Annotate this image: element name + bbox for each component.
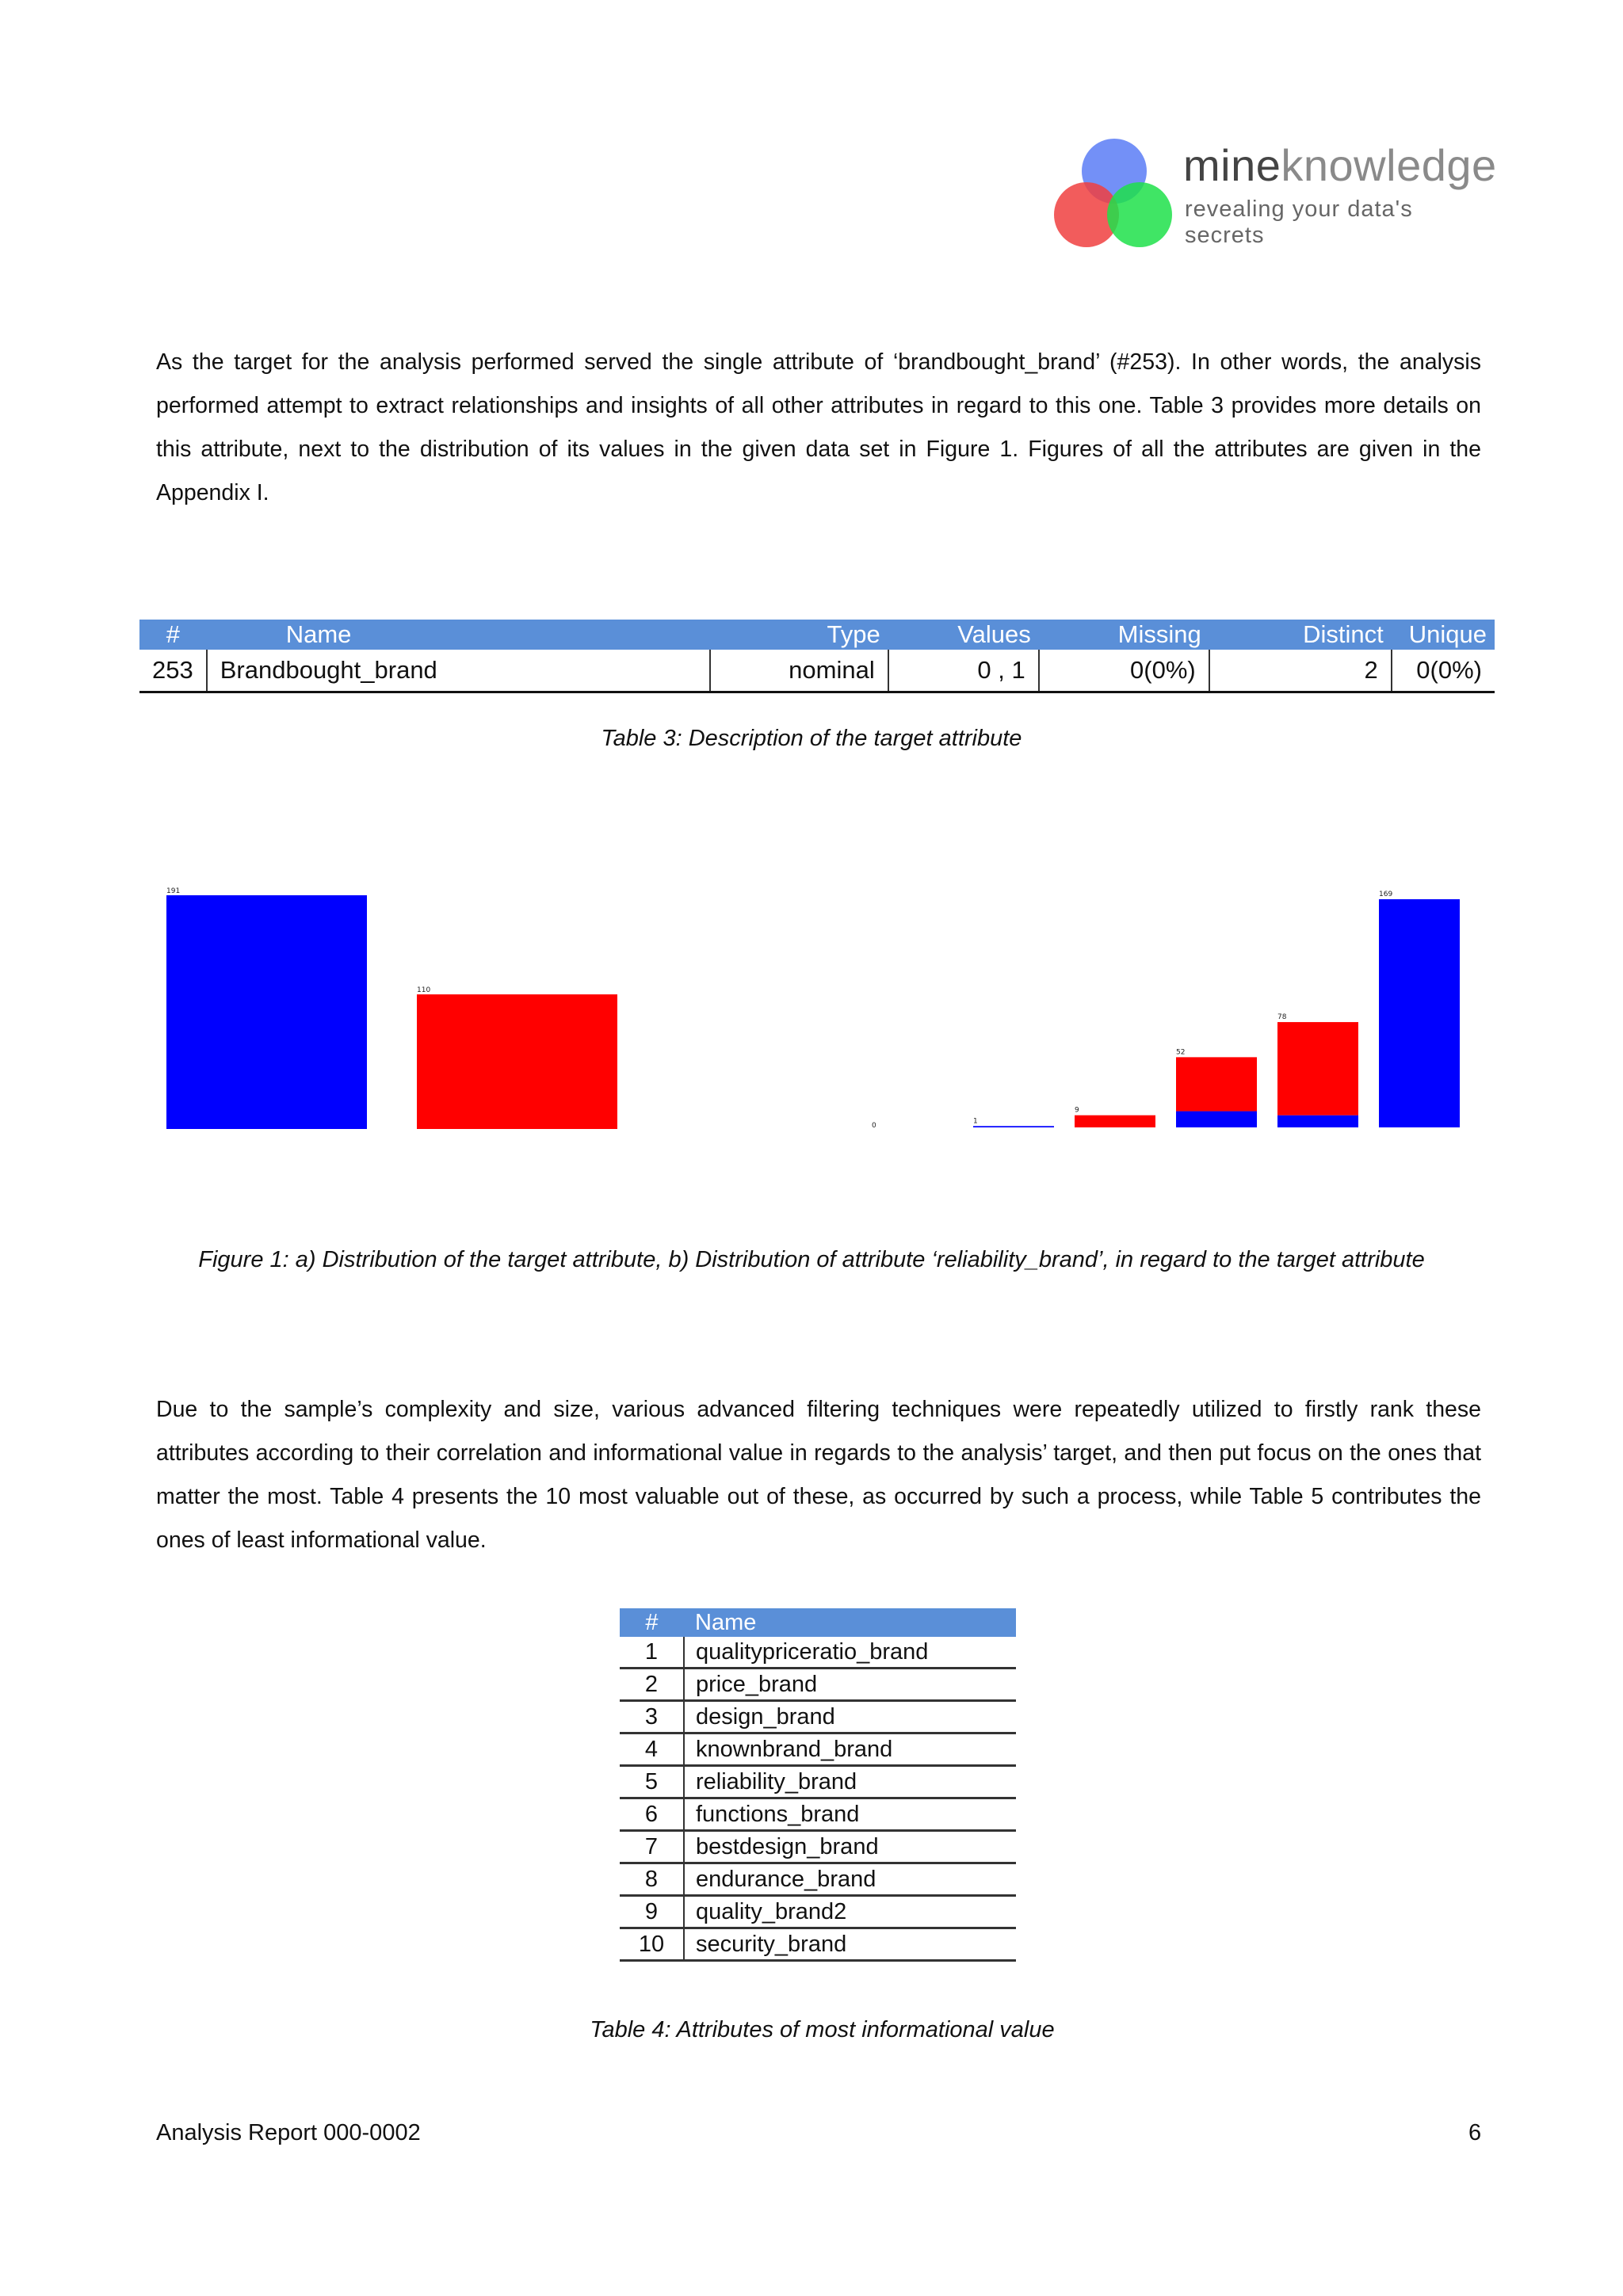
cell-rank: 4	[620, 1733, 684, 1766]
table-row	[620, 1733, 1016, 1766]
top-attributes-table	[620, 1608, 1016, 1962]
cell-attribute-name: bestdesign_brand	[684, 1831, 1016, 1863]
bar-segment-2-0	[973, 1126, 1054, 1127]
cell-attribute-name: design_brand	[684, 1701, 1016, 1733]
bar-label-1: 0	[872, 1122, 876, 1130]
cell-values: 0 , 1	[888, 650, 1039, 692]
bar-label-6: 169	[1379, 891, 1393, 898]
col-header-name: Name	[684, 1608, 1016, 1637]
logo-green-circle	[1107, 182, 1172, 247]
cell-attribute-name: qualitypriceratio_brand	[684, 1637, 1016, 1669]
bar-segment-5-1	[1277, 1022, 1358, 1116]
cell-unique: 0(0%)	[1392, 650, 1495, 692]
cell-rank: 3	[620, 1701, 684, 1733]
cell-rank: 8	[620, 1863, 684, 1896]
col-header-unique: Unique	[1392, 620, 1495, 650]
table-row	[139, 650, 1495, 692]
cell-missing: 0(0%)	[1039, 650, 1209, 692]
table-row	[620, 1701, 1016, 1733]
table-row	[620, 1896, 1016, 1928]
company-logo	[1050, 135, 1497, 254]
table-row	[620, 1637, 1016, 1669]
col-header-name: Name	[207, 620, 710, 650]
cell-rank: 5	[620, 1766, 684, 1798]
target-distribution-chart	[155, 883, 630, 1137]
cell-attribute-name: security_brand	[684, 1928, 1016, 1961]
col-header-type: Type	[710, 620, 888, 650]
bar-segment-3-1	[1075, 1116, 1155, 1127]
ranking-paragraph: Due to the sample’s complexity and size, various advanced filtering techniques were repeatedly utilized to firstly rank these attributes according to their correlation and informational value in regards to the analysis’ target, and then put focus on the ones that matter the most. Table 4 presents the 10 most valuable out of these, as occurred by such a process, while Table 5 contributes the ones of least informational value.	[156, 1397, 1481, 1553]
bar-label-0: 191	[166, 887, 181, 895]
bar-segment-4-1	[1176, 1057, 1257, 1111]
bar-label-3: 9	[1075, 1106, 1079, 1115]
table4-caption: Table 4: Attributes of most informational value	[590, 2017, 1055, 2042]
col-header-missing: Missing	[1039, 620, 1209, 650]
cell-rank: 7	[620, 1831, 684, 1863]
cell-distinct: 2	[1209, 650, 1392, 692]
cell-rank: 1	[620, 1637, 684, 1669]
cell-attribute-name: functions_brand	[684, 1798, 1016, 1831]
cell-attribute-name: price_brand	[684, 1669, 1016, 1701]
bar-segment-4-0	[1176, 1112, 1257, 1127]
bar-segment-5-0	[1277, 1116, 1358, 1127]
bar-label-1: 110	[417, 986, 431, 995]
footer-report-id: Analysis Report 000-0002	[156, 2120, 421, 2145]
bar-label-5: 78	[1277, 1013, 1287, 1022]
cell-attribute-name: quality_brand2	[684, 1896, 1016, 1928]
table-header-row	[139, 620, 1495, 650]
figure1-caption: Figure 1: a) Distribution of the target attribute, b) Distribution of attribute ‘reliability_brand’, in regard to the target attribute	[198, 1247, 1425, 1272]
cell-rank: 2	[620, 1669, 684, 1701]
logo-wordmark: mineknowledge	[1183, 140, 1497, 190]
col-header-number: #	[139, 620, 207, 650]
page-number: 6	[1468, 2120, 1482, 2145]
cell-rank: 10	[620, 1928, 684, 1961]
target-attribute-table	[139, 620, 1495, 693]
table3-caption: Table 3: Description of the target attribute	[601, 726, 1022, 751]
bar-0	[166, 895, 367, 1129]
cell-attribute-name: knownbrand_brand	[684, 1733, 1016, 1766]
col-header-number: #	[620, 1608, 684, 1637]
cell-rank: 9	[620, 1896, 684, 1928]
table-header-row	[620, 1608, 1016, 1637]
table-row	[620, 1863, 1016, 1896]
col-header-distinct: Distinct	[1209, 620, 1392, 650]
logo-tagline: revealing your data's secrets	[1185, 196, 1413, 248]
cell-type: nominal	[710, 650, 888, 692]
cell-rank: 6	[620, 1798, 684, 1831]
cell-attribute-name: endurance_brand	[684, 1863, 1016, 1896]
table-row	[620, 1831, 1016, 1863]
table-row	[620, 1766, 1016, 1798]
table-row	[620, 1928, 1016, 1961]
bar-label-2: 1	[973, 1117, 978, 1126]
cell-attribute-name: reliability_brand	[684, 1766, 1016, 1798]
table-row	[620, 1798, 1016, 1831]
bar-1	[417, 994, 617, 1129]
bar-label-4: 52	[1176, 1048, 1186, 1057]
cell-number: 253	[139, 650, 207, 692]
table-row	[620, 1669, 1016, 1701]
bar-segment-6-0	[1379, 899, 1460, 1127]
reliability-distribution-chart	[856, 883, 1482, 1137]
intro-paragraph: As the target for the analysis performed served the single attribute of ‘brandbought_brand’ (#253). In other words, the analysis performed attempt to extract relationships and insights of all other attributes in regard to this one. Table 3 provides more details on this attribute, next to the distribution of its values in the given data set in Figure 1. Figures of all the attributes are given in the Appendix I.	[156, 349, 1481, 505]
col-header-values: Values	[888, 620, 1039, 650]
cell-name: Brandbought_brand	[207, 650, 710, 692]
